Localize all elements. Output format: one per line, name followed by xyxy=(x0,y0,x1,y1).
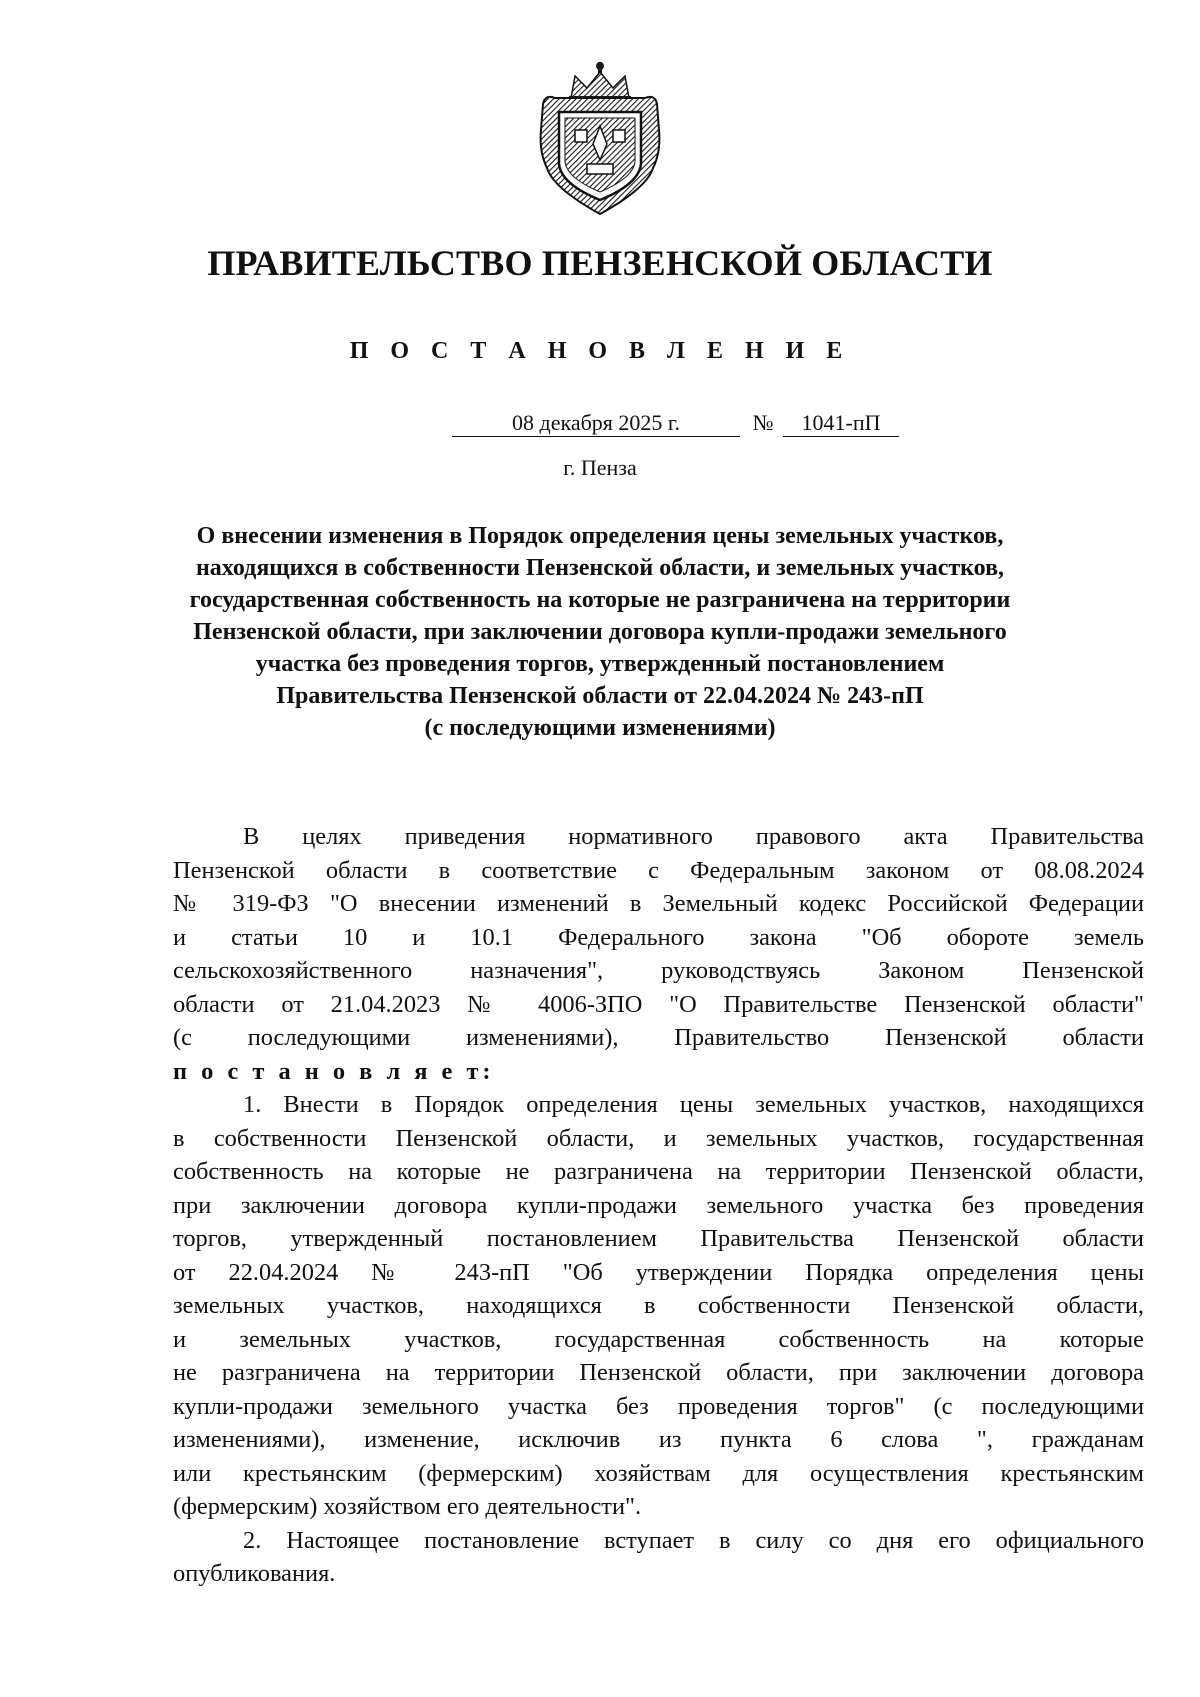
document-number: 1041-пП xyxy=(783,410,899,437)
subject-line: Правительства Пензенской области от 22.04.2024 № 243-пП xyxy=(276,683,924,709)
subject-line: участка без проведения торгов, утвержденный постановлением xyxy=(255,651,945,677)
item1-line: (фермерским) хозяйством его деятельности". xyxy=(173,1493,642,1520)
document-type: П О С Т А Н О В Л Е Н И Е xyxy=(349,338,851,364)
preamble-line: (с последующими изменениями), Правительство Пензенской области xyxy=(173,1024,1144,1051)
item1-line: торгов, утвержденный постановлением Правительства Пензенской области xyxy=(173,1225,1144,1252)
document-body xyxy=(173,820,1144,1591)
city-name: г. Пенза xyxy=(563,455,637,480)
item1-line: в собственности Пензенской области, и земельных участков, государственная xyxy=(173,1124,1144,1152)
item2-line: опубликования. xyxy=(173,1560,336,1587)
document-subject xyxy=(160,520,1040,744)
item1-line: или крестьянским (фермерским) хозяйствам для осуществления крестьянским xyxy=(173,1459,1144,1487)
item1-line: 1. Внести в Порядок определения цены земельных участков, находящихся xyxy=(243,1091,1144,1118)
preamble-line: Пензенской области в соответствие с Федеральным законом от 08.08.2024 xyxy=(173,856,1144,884)
subject-line: государственная собственность на которые не разграничена на территории xyxy=(189,587,1011,613)
subject-line: Пензенской области, при заключении договора купли-продажи земельного xyxy=(193,619,1007,645)
coat-of-arms-emblem xyxy=(535,60,665,218)
subject-line: О внесении изменения в Порядок определения цены земельных участков, xyxy=(196,523,1004,549)
resolves-word: п о с т а н о в л я е т: xyxy=(173,1057,495,1085)
item1-line: не разграничена на территории Пензенской области, при заключении договора xyxy=(173,1359,1144,1386)
government-title: ПРАВИТЕЛЬСТВО ПЕНЗЕНСКОЙ ОБЛАСТИ xyxy=(207,243,993,283)
item1-line: при заключении договора купли-продажи земельного участка без проведения xyxy=(173,1191,1144,1219)
document-date: 08 декабря 2025 г. xyxy=(452,410,740,437)
number-sign: № xyxy=(752,410,774,435)
item1-line: и земельных участков, государственная собственность на которые xyxy=(173,1325,1144,1353)
preamble-line: В целях приведения нормативного правового акта Правительства xyxy=(243,823,1144,850)
preamble-line: № 319-ФЗ "О внесении изменений в Земельный кодекс Российской Федерации xyxy=(173,890,1144,917)
item1-line: от 22.04.2024 № 243-пП "Об утверждении Порядка определения цены xyxy=(173,1258,1144,1286)
subject-line: находящихся в собственности Пензенской области, и земельных участков, xyxy=(195,555,1005,581)
item1-line: изменениями), изменение, исключив из пункта 6 слова ", гражданам xyxy=(173,1426,1144,1453)
preamble-line: области от 21.04.2023 № 4006-ЗПО "О Правительстве Пензенской области" xyxy=(173,990,1144,1018)
preamble-line: сельскохозяйственного назначения", руководствуясь Законом Пензенской xyxy=(173,957,1144,984)
subject-line: (с последующими изменениями) xyxy=(424,715,776,741)
item1-line: купли-продажи земельного участка без проведения торгов" (с последующими xyxy=(173,1392,1144,1420)
item1-line: земельных участков, находящихся в собственности Пензенской области, xyxy=(173,1292,1144,1319)
item1-line: собственность на которые не разграничена на территории Пензенской области, xyxy=(173,1158,1144,1185)
preamble-line: и статьи 10 и 10.1 Федерального закона "Об обороте земель xyxy=(173,923,1144,951)
item2-line: 2. Настоящее постановление вступает в силу со дня его официального xyxy=(243,1526,1144,1554)
